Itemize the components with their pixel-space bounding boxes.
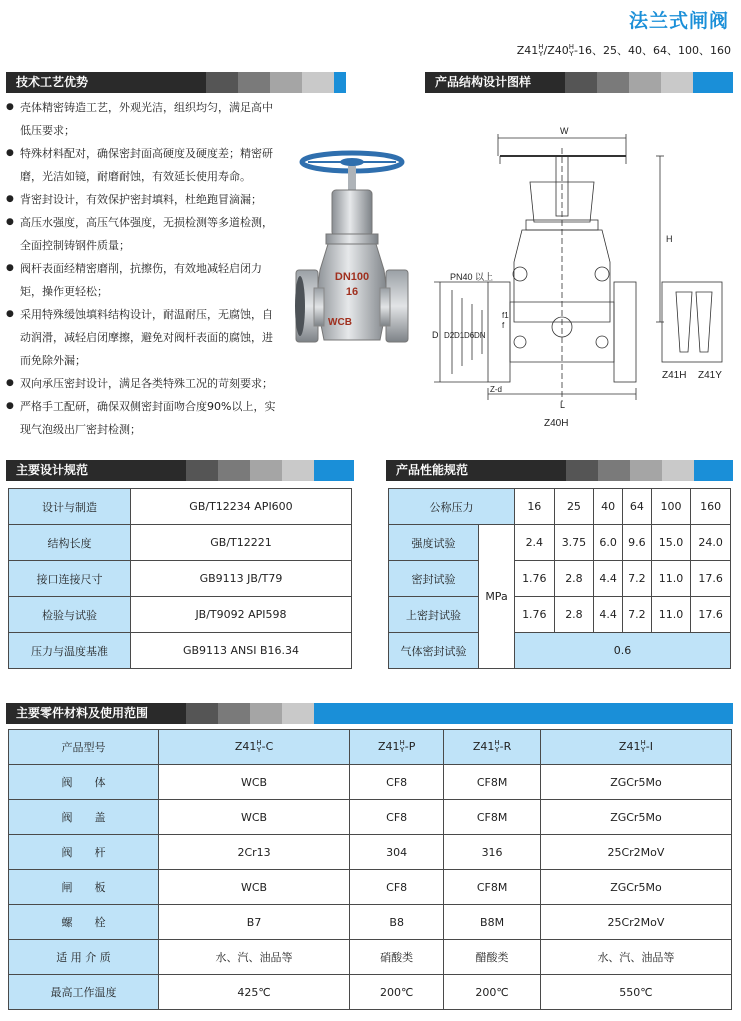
table-row [9,765,732,800]
model-suffix: -C [261,740,274,753]
material-value: 水、汽、油品等 [159,940,350,975]
table-row [9,870,732,905]
material-value: B8 [350,905,444,940]
table-row [389,561,731,597]
bar-swatch [661,72,693,93]
spec-item: 压力与温度基准 [9,633,131,669]
section-title-design: 主要设计规范 [6,460,186,481]
dim-l: L [560,400,566,410]
material-value: 醋酸类 [444,940,541,975]
bar-swatch [630,460,662,481]
bar-swatch [302,72,334,93]
test-value: 11.0 [651,597,691,633]
dim-d6: D6 [464,331,475,340]
bar-swatch [282,460,314,481]
table-row [9,940,732,975]
gas-test-value: 0.6 [515,633,731,669]
material-value: WCB [159,765,350,800]
test-value: 7.2 [622,561,651,597]
material-value: 425℃ [159,975,350,1010]
table-row [389,489,731,525]
frac-top: H [494,739,500,747]
test-value: 17.6 [691,561,731,597]
frac-bottom: Y [256,746,262,754]
model-suffix: -R [499,740,512,753]
table-row [389,633,731,669]
pressure-value: 25 [554,489,594,525]
test-value: 24.0 [691,525,731,561]
part-label: 阀 杆 [9,835,159,870]
test-value: 4.4 [594,597,623,633]
dim-d: D [432,330,439,340]
test-value: 2.4 [515,525,555,561]
tech-point: ● 采用特殊缓蚀填料结构设计，耐温耐压，无腐蚀，自动润滑，减轻启闭摩擦，避免对阀杆表面的腐蚀，进而免除外漏； [6,303,282,372]
table-row [9,561,352,597]
caption-z41y: Z41Y [698,370,722,381]
pn-note: PN40 以上 [450,272,494,282]
table-row [389,525,731,561]
pressure-value: 64 [622,489,651,525]
section-title-performance: 产品性能规范 [386,460,566,481]
spec-item: 检验与试验 [9,597,131,633]
material-value: 硝酸类 [350,940,444,975]
table-row [9,597,352,633]
spec-item: 接口连接尺寸 [9,561,131,597]
tech-point: ● 壳体精密铸造工艺，外观光洁，组织均匀，满足高中低压要求； [6,96,282,142]
bar-accent [334,72,346,93]
dim-zd: Z-d [490,385,502,394]
frac-bottom: Y [538,50,544,58]
bar-swatch [186,460,218,481]
valve-photo [288,150,418,380]
tech-point: ● 特殊材料配对，确保密封面高硬度及硬度差；精密研磨，光洁如镜，耐磨耐蚀，有效延长使用寿命。 [6,142,282,188]
design-spec-table [8,488,352,669]
test-value: 1.76 [515,561,555,597]
bar-swatch [566,460,598,481]
dim-h: H [666,234,673,244]
frac-top: H [256,739,262,747]
test-value: 3.75 [554,525,594,561]
frac-top: H [399,739,405,747]
frac-bottom: Y [400,746,405,754]
part-label: 适 用 介 质 [9,940,159,975]
material-value: CF8M [444,870,541,905]
table-row [9,489,352,525]
test-label: 强度试验 [389,525,479,561]
tech-point: ● 严格手工配研，确保双侧密封面吻合度90%以上，实现气泡级出厂密封检测； [6,395,282,441]
material-value: CF8 [350,765,444,800]
dim-dn: DN [474,331,486,340]
table-row [389,597,731,633]
frac-bottom: Y [640,746,646,754]
spec-item: 结构长度 [9,525,131,561]
frac-top: H [568,43,575,51]
tech-point: ● 阀杆表面经精密磨削，抗擦伤，有效地减轻启闭力矩，操作更轻松； [6,257,282,303]
test-label: 密封试验 [389,561,479,597]
bar-swatch [270,72,302,93]
model-prefix: Z41 [377,740,400,753]
test-value: 15.0 [651,525,691,561]
material-value: CF8M [444,800,541,835]
bar-accent [694,460,733,481]
table-row [9,525,352,561]
bar-swatch [186,703,218,724]
unit-cell: MPa [479,525,515,669]
model-suffix: -I [645,740,653,753]
pressure-value: 16 [515,489,555,525]
bar-swatch [218,460,250,481]
section-title-drawing: 产品结构设计图样 [425,72,565,93]
page-title: 法兰式闸阀 [628,10,729,32]
material-value: CF8 [350,800,444,835]
table-row [9,633,352,669]
bar-swatch [598,460,630,481]
section-bar-materials [6,703,733,724]
part-label: 闸 板 [9,870,159,905]
dim-w: W [560,126,569,136]
test-value: 17.6 [691,597,731,633]
spec-value: GB/T12234 API600 [131,489,352,525]
model-subtitle [517,42,731,58]
model-cell [444,730,541,765]
photo-text-pn: 16 [345,286,359,298]
model-prefix: Z41 [618,740,641,753]
bar-swatch [218,703,250,724]
model-cell [540,730,731,765]
material-value: B8M [444,905,541,940]
bar-swatch [597,72,629,93]
part-label: 阀 盖 [9,800,159,835]
material-value: 2Cr13 [159,835,350,870]
test-value: 1.76 [515,597,555,633]
section-bar-drawing [425,72,733,93]
bar-swatch [206,72,238,93]
material-value: 200℃ [444,975,541,1010]
test-value: 9.6 [622,525,651,561]
pressure-value: 40 [594,489,623,525]
tech-point: ● 高压水强度，高压气体强度，无损检测等多道检测，全面控制铸钢件质量； [6,211,282,257]
dim-d1: D1 [454,331,465,340]
model-mid: /Z40 [543,44,569,57]
material-value: CF8M [444,765,541,800]
test-value: 6.0 [594,525,623,561]
caption-z40h: Z40H [544,418,569,429]
model-cell [159,730,350,765]
spec-value: JB/T9092 API598 [131,597,352,633]
pressure-value: 160 [691,489,731,525]
table-row [9,905,732,940]
material-value: 304 [350,835,444,870]
photo-text-dn: DN100 [334,271,370,283]
part-label: 螺 栓 [9,905,159,940]
test-value: 11.0 [651,561,691,597]
part-label: 阀 体 [9,765,159,800]
model-suffix: -P [404,740,416,753]
model-prefix: Z41 [234,740,257,753]
frac-top: H [640,739,646,747]
material-value: ZGCr5Mo [540,870,731,905]
pressure-value: 100 [651,489,691,525]
bar-swatch [662,460,694,481]
section-bar-design [6,460,354,481]
spec-value: GB/T12221 [131,525,352,561]
material-value: WCB [159,870,350,905]
tech-point: ● 背密封设计，有效保护密封填料，杜绝跑冒滴漏； [6,188,282,211]
test-value: 2.8 [554,597,594,633]
material-value: 200℃ [350,975,444,1010]
gas-test-label: 气体密封试验 [389,633,479,669]
pressure-header: 公称压力 [389,489,515,525]
spec-value: GB9113 ANSI B16.34 [131,633,352,669]
material-value: 550℃ [540,975,731,1010]
test-value: 2.8 [554,561,594,597]
bar-swatch [629,72,661,93]
bar-accent [314,460,354,481]
test-value: 4.4 [594,561,623,597]
material-value: ZGCr5Mo [540,765,731,800]
table-row [9,975,732,1010]
performance-table [388,488,731,669]
bar-accent [693,72,733,93]
table-row [9,730,732,765]
spec-value: GB9113 JB/T79 [131,561,352,597]
material-value: WCB [159,800,350,835]
model-prefix: Z41 [472,740,495,753]
table-row [9,835,732,870]
frac-bottom: Y [494,746,500,754]
material-value: B7 [159,905,350,940]
bar-swatch [565,72,597,93]
bar-swatch [282,703,314,724]
dim-f1: f1 [502,311,509,320]
material-value: 25Cr2MoV [540,905,731,940]
bar-swatch [250,703,282,724]
structure-drawing [430,112,732,432]
model-suffix: -16、25、40、64、100、160 [574,44,731,57]
frac-top: H [538,43,544,51]
bar-accent [314,703,733,724]
model-cell [350,730,444,765]
material-value: 25Cr2MoV [540,835,731,870]
model-prefix: Z41 [516,44,539,57]
section-bar-tech [6,72,346,93]
material-value: 水、汽、油品等 [540,940,731,975]
part-label: 最高工作温度 [9,975,159,1010]
model-header: 产品型号 [9,730,159,765]
material-value: ZGCr5Mo [540,800,731,835]
table-row [9,800,732,835]
caption-z41h: Z41H [662,370,687,381]
material-value: 316 [444,835,541,870]
material-value: CF8 [350,870,444,905]
section-title-tech: 技术工艺优势 [6,72,206,93]
frac-bottom: Y [569,50,574,58]
test-label: 上密封试验 [389,597,479,633]
section-title-materials: 主要零件材料及使用范围 [6,703,186,724]
tech-point: ● 双向承压密封设计，满足各类特殊工况的苛刻要求； [6,372,282,395]
photo-text-material: WCB [328,317,352,328]
materials-table [8,729,732,1010]
spec-item: 设计与制造 [9,489,131,525]
section-bar-performance [386,460,733,481]
test-value: 7.2 [622,597,651,633]
bar-swatch [238,72,270,93]
dim-f: f [502,321,505,330]
bar-swatch [250,460,282,481]
dim-d2: D2 [444,331,455,340]
tech-points-list [6,96,282,441]
